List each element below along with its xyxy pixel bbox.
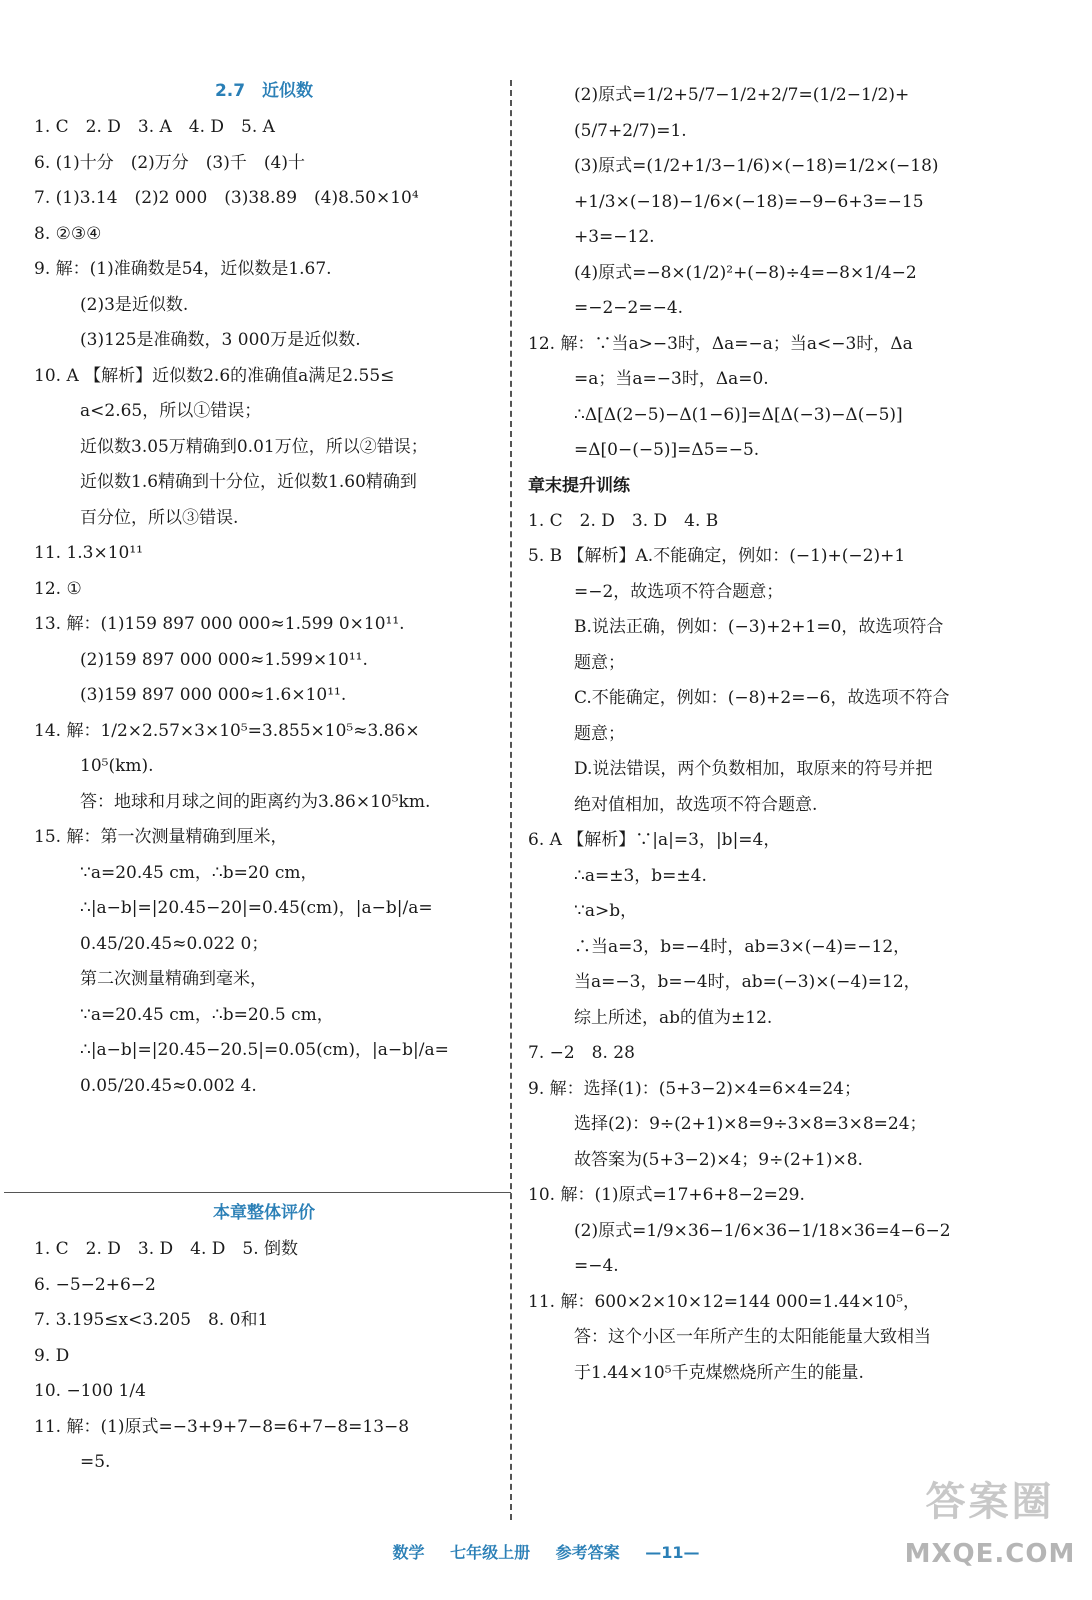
answer-line: 当a=−3，b=−4时，ab=(−3)×(−4)=12， bbox=[574, 972, 921, 992]
watermark-logo-text: 答案圈 bbox=[925, 1479, 1055, 1525]
answer-line: D.说法错误，两个负数相加，取原来的符号并把 bbox=[574, 759, 933, 779]
answer-line: 1. C 2. D 3. D 4. B bbox=[528, 510, 719, 531]
answer-line: a<2.65，所以①错误； bbox=[80, 401, 262, 421]
answer-line: 11. 解：600×2×10×12=144 000=1.44×10⁵， bbox=[528, 1291, 921, 1312]
answer-line: 9. 解：选择(1)：(5+3−2)×4=6×4=24； bbox=[528, 1078, 861, 1099]
answer-line: 答：这个小区一年所产生的太阳能能量大致相当 bbox=[574, 1327, 931, 1347]
section-2-7 bbox=[34, 78, 494, 1104]
answer-line: (2)原式=1/9×36−1/6×36−1/18×36=4−6−2 bbox=[574, 1220, 951, 1241]
section-subtitle: 章末提升训练 bbox=[528, 475, 630, 496]
answer-line: 13. 解：(1)159 897 000 000≈1.599 0×10¹¹. bbox=[34, 614, 405, 634]
answer-line: 绝对值相加，故选项不符合题意. bbox=[574, 794, 818, 815]
answer-line: (2)3是近似数. bbox=[80, 294, 189, 315]
answer-line: 10. 解：(1)原式=17+6+8−2=29. bbox=[528, 1185, 805, 1205]
answer-line: C.不能确定，例如：(−8)+2=−6，故选项不符合 bbox=[574, 688, 950, 708]
answer-line: 6. (1)十分 (2)万分 (3)千 (4)十 bbox=[34, 152, 305, 173]
answer-line: 9. D bbox=[34, 1345, 70, 1366]
answer-line: 第二次测量精确到毫米， bbox=[80, 969, 267, 989]
answer-line: ∴a=±3，b=±4. bbox=[574, 865, 707, 886]
footer-grade: 七年级上册 bbox=[450, 1543, 531, 1562]
answer-line: (5/7+2/7)=1. bbox=[574, 120, 687, 141]
answer-line: 15. 解：第一次测量精确到厘米， bbox=[34, 827, 288, 847]
right-column bbox=[528, 78, 978, 1391]
answer-line: 12. ① bbox=[34, 578, 82, 599]
answer-line: 0.05/20.45≈0.002 4. bbox=[80, 1075, 257, 1096]
answer-line: 故答案为(5+3−2)×4；9÷(2+1)×8. bbox=[574, 1149, 863, 1170]
answer-line: 0.45/20.45≈0.022 0； bbox=[80, 933, 269, 954]
answer-line: (3)159 897 000 000≈1.6×10¹¹. bbox=[80, 685, 347, 705]
answer-line: ∵a=20.45 cm，∴b=20 cm， bbox=[80, 862, 318, 883]
answer-line: 1. C 2. D 3. D 4. D 5. 倒数 bbox=[34, 1239, 299, 1259]
section-title: 2.7 近似数 bbox=[214, 81, 314, 101]
answer-line: 14. 解：1/2×2.57×3×10⁵=3.855×10⁵≈3.86× bbox=[34, 720, 420, 741]
column-divider bbox=[510, 80, 512, 1520]
answer-line: +1/3×(−18)−1/6×(−18)=−9−6+3=−15 bbox=[574, 191, 924, 212]
answer-line: +3=−12. bbox=[574, 227, 655, 247]
answer-line: 9. 解：(1)准确数是54，近似数是1.67. bbox=[34, 259, 332, 279]
watermark-url: MXQE.COM bbox=[904, 1539, 1076, 1569]
answer-line: 答：地球和月球之间的距离约为3.86×10⁵km. bbox=[80, 791, 431, 812]
answer-line: 近似数1.6精确到十分位，近似数1.60精确到 bbox=[80, 472, 417, 492]
answer-line: =5. bbox=[80, 1452, 111, 1472]
section-chapter-review bbox=[34, 1200, 494, 1481]
answer-line: 于1.44×10⁵千克煤燃烧所产生的能量. bbox=[574, 1362, 864, 1383]
answer-line: 10⁵(km). bbox=[80, 756, 154, 776]
answer-line: (3)125是准确数，3 000万是近似数. bbox=[80, 330, 361, 350]
answer-line: ∵a>b， bbox=[574, 901, 638, 921]
footer-label: 参考答案 bbox=[555, 1543, 620, 1562]
section-title: 本章整体评价 bbox=[213, 1203, 315, 1223]
answer-line: =Δ[0−(−5)]=Δ5=−5. bbox=[574, 440, 760, 460]
answer-line: 题意； bbox=[574, 652, 625, 673]
answer-line: (4)原式=−8×(1/2)²+(−8)÷4=−8×1/4−2 bbox=[574, 262, 917, 283]
answer-line: 综上所述，ab的值为±12. bbox=[574, 1007, 773, 1028]
answer-line: ∴当a=3，b=−4时，ab=3×(−4)=−12， bbox=[574, 936, 911, 957]
answer-line: 10. −100 1/4 bbox=[34, 1381, 146, 1401]
answer-line: 10. A 【解析】近似数2.6的准确值a满足2.55≤ bbox=[34, 365, 395, 386]
answer-line: 12. 解：∵当a>−3时，Δa=−a；当a<−3时，Δa bbox=[528, 333, 913, 354]
page-number: —11— bbox=[645, 1543, 700, 1562]
answer-line: 6. A 【解析】∵|a|=3，|b|=4， bbox=[528, 830, 781, 850]
answer-line: ∵a=20.45 cm，∴b=20.5 cm， bbox=[80, 1004, 334, 1025]
answer-line: =−4. bbox=[574, 1256, 619, 1276]
answer-line: 百分位，所以③错误. bbox=[80, 507, 239, 528]
answer-line: 7. −2 8. 28 bbox=[528, 1043, 635, 1063]
answer-line: (3)原式=(1/2+1/3−1/6)×(−18)=1/2×(−18) bbox=[574, 156, 939, 176]
answer-line: =a；当a=−3时，Δa=0. bbox=[574, 369, 769, 389]
answer-line: 题意； bbox=[574, 723, 625, 744]
answer-line: ∴|a−b|=|20.45−20.5|=0.05(cm)，|a−b|/a= bbox=[80, 1040, 449, 1060]
answer-line: 7. 3.195≤x<3.205 8. 0和1 bbox=[34, 1310, 269, 1330]
answer-line: =−2−2=−4. bbox=[574, 298, 684, 318]
watermark-logo bbox=[892, 1470, 1088, 1596]
answer-line: 近似数3.05万精确到0.01万位，所以②错误； bbox=[80, 436, 428, 457]
answer-line: 1. C 2. D 3. A 4. D 5. A bbox=[34, 117, 275, 137]
section-rule bbox=[4, 1192, 511, 1193]
answer-line: ∴Δ[Δ(2−5)−Δ(1−6)]=Δ[Δ(−3)−Δ(−5)] bbox=[574, 404, 903, 425]
answer-line: 选择(2)：9÷(2+1)×8=9÷3×8=3×8=24； bbox=[574, 1114, 927, 1134]
answer-line: 11. 1.3×10¹¹ bbox=[34, 543, 143, 563]
answer-line: 5. B 【解析】A.不能确定，例如：(−1)+(−2)+1 bbox=[528, 546, 906, 566]
answer-line: (2)159 897 000 000≈1.599×10¹¹. bbox=[80, 649, 368, 670]
answer-line: B.说法正确，例如：(−3)+2+1=0，故选项符合 bbox=[574, 617, 944, 637]
answer-line: =−2，故选项不符合题意； bbox=[574, 581, 784, 602]
answer-line: 11. 解：(1)原式=−3+9+7−8=6+7−8=13−8 bbox=[34, 1416, 410, 1437]
answer-line: 6. −5−2+6−2 bbox=[34, 1274, 156, 1295]
answer-line: 7. (1)3.14 (2)2 000 (3)38.89 (4)8.50×10⁴ bbox=[34, 188, 419, 208]
answer-line: 8. ②③④ bbox=[34, 223, 102, 244]
answer-line: ∴|a−b|=|20.45−20|=0.45(cm)，|a−b|/a= bbox=[80, 898, 433, 918]
answer-line: (2)原式=1/2+5/7−1/2+2/7=(1/2−1/2)+ bbox=[574, 85, 910, 105]
footer-subject: 数学 bbox=[392, 1543, 425, 1562]
